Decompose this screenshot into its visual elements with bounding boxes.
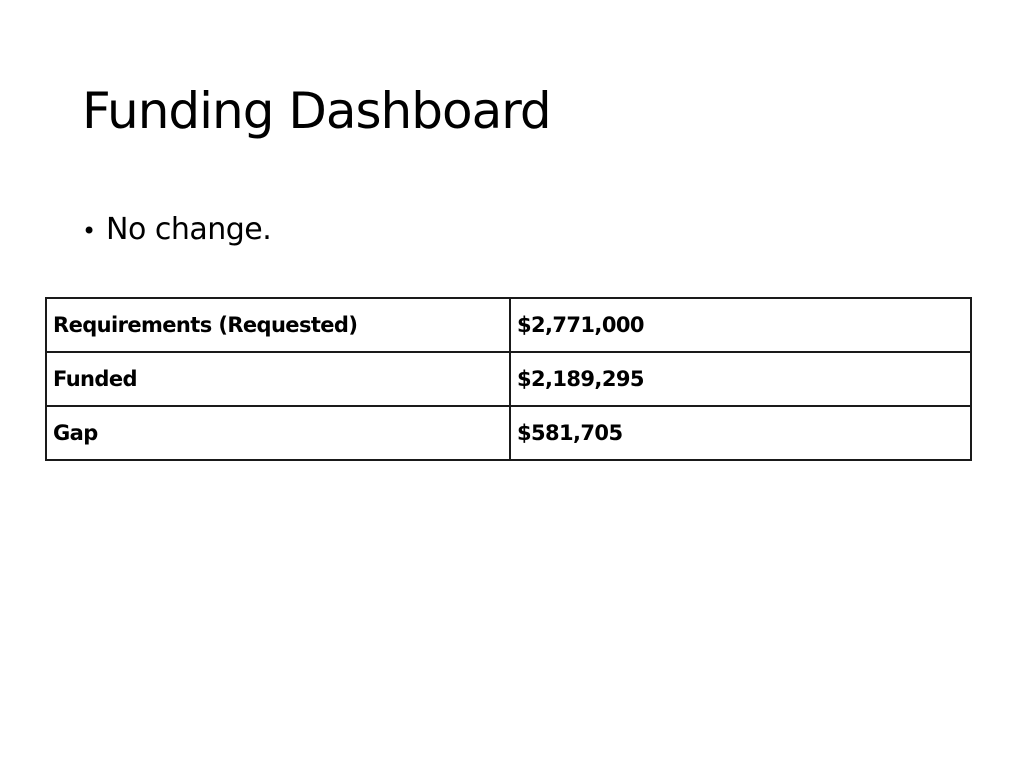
funding-table — [45, 297, 972, 461]
gap-label: Gap — [46, 406, 510, 460]
requirements-label: Requirements (Requested) — [46, 298, 510, 352]
bullet-list — [82, 210, 271, 251]
slide-title: Funding Dashboard — [82, 82, 551, 140]
bullet-item — [82, 210, 271, 251]
bullet-marker-icon: • — [82, 217, 96, 245]
funded-label: Funded — [46, 352, 510, 406]
requirements-value: $2,771,000 — [510, 298, 971, 352]
table-row-gap — [46, 406, 971, 460]
table-row-funded — [46, 352, 971, 406]
table-row-requirements — [46, 298, 971, 352]
bullet-text: No change. — [106, 212, 272, 247]
gap-value: $581,705 — [510, 406, 971, 460]
funded-value: $2,189,295 — [510, 352, 971, 406]
